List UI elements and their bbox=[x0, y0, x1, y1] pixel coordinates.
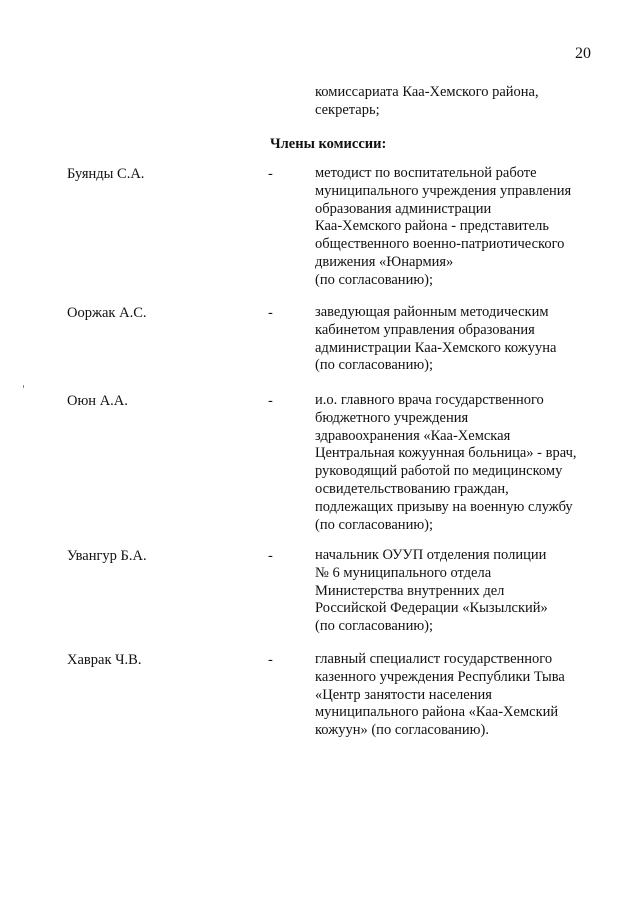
member-role bbox=[315, 651, 600, 740]
member-role-line: и.о. главного врача государственного bbox=[315, 392, 544, 408]
member-role-line: руководящий работой по медицинскому bbox=[315, 463, 563, 480]
member-role-line: (по согласованию); bbox=[315, 357, 434, 374]
member-role-line: освидетельствованию граждан, bbox=[315, 480, 509, 497]
member-role-line: здравоохранения «Каа-Хемская bbox=[315, 427, 511, 444]
member-role-line: заведующая районным методическим bbox=[315, 304, 549, 320]
member-role-line: Российской Федерации «Кызылский» bbox=[315, 600, 548, 617]
member-role-line: общественного военно-патриотического bbox=[315, 236, 565, 253]
member-name: Оюн А.А. bbox=[67, 393, 128, 409]
member-role-line: муниципального учреждения управления bbox=[315, 182, 572, 199]
member-name: Хаврак Ч.В. bbox=[67, 652, 142, 668]
member-role-line: Каа-Хемского района - представитель bbox=[315, 218, 549, 235]
member-role-line: образования администрации bbox=[315, 200, 492, 217]
member-role bbox=[315, 392, 600, 534]
member-role bbox=[315, 304, 600, 375]
member-role-line: Центральная кожуунная больница» - врач, bbox=[315, 445, 577, 462]
member-role-line: № 6 муниципального отдела bbox=[315, 564, 492, 581]
member-name: Увангур Б.А. bbox=[67, 548, 147, 564]
member-role-line: (по согласованию); bbox=[315, 271, 434, 288]
member-role-line: кожуун» (по согласованию). bbox=[315, 722, 489, 739]
member-role-line: бюджетного учреждения bbox=[315, 409, 469, 426]
member-role-line: администрации Каа-Хемского кожууна bbox=[315, 339, 557, 356]
member-role-line: главный специалист государственного bbox=[315, 651, 553, 667]
member-role-line: Министерства внутренних дел bbox=[315, 582, 505, 599]
intro-line: комиссариата Каа-Хемского района, bbox=[315, 84, 539, 100]
member-role-line: муниципального района «Каа-Хемский bbox=[315, 704, 559, 721]
member-name: Буянды С.А. bbox=[67, 166, 145, 182]
member-dash: - bbox=[268, 548, 273, 564]
member-dash: - bbox=[268, 393, 273, 409]
member-role bbox=[315, 547, 600, 636]
intro-line: секретарь; bbox=[315, 102, 380, 118]
intro-continuation bbox=[315, 83, 605, 119]
member-role-line: движения «Юнармия» bbox=[315, 253, 454, 270]
member-role-line: кабинетом управления образования bbox=[315, 321, 535, 338]
member-role-line: казенного учреждения Республики Тыва bbox=[315, 668, 565, 685]
section-title: Члены комиссии: bbox=[270, 136, 387, 152]
member-role-line: методист по воспитательной работе bbox=[315, 165, 537, 181]
member-name: Ооржак А.С. bbox=[67, 305, 147, 321]
member-dash: - bbox=[268, 652, 273, 668]
page-number: 20 bbox=[575, 45, 591, 62]
member-role-line: «Центр занятости населения bbox=[315, 686, 492, 703]
member-role bbox=[315, 165, 600, 290]
member-dash: - bbox=[268, 166, 273, 182]
scan-speck bbox=[23, 385, 24, 388]
member-role-line: подлежащих призыву на военную службу bbox=[315, 498, 573, 515]
member-role-line: (по согласованию); bbox=[315, 618, 434, 635]
member-role-line: (по согласованию); bbox=[315, 516, 434, 533]
member-dash: - bbox=[268, 305, 273, 321]
member-role-line: начальник ОУУП отделения полиции bbox=[315, 547, 547, 563]
